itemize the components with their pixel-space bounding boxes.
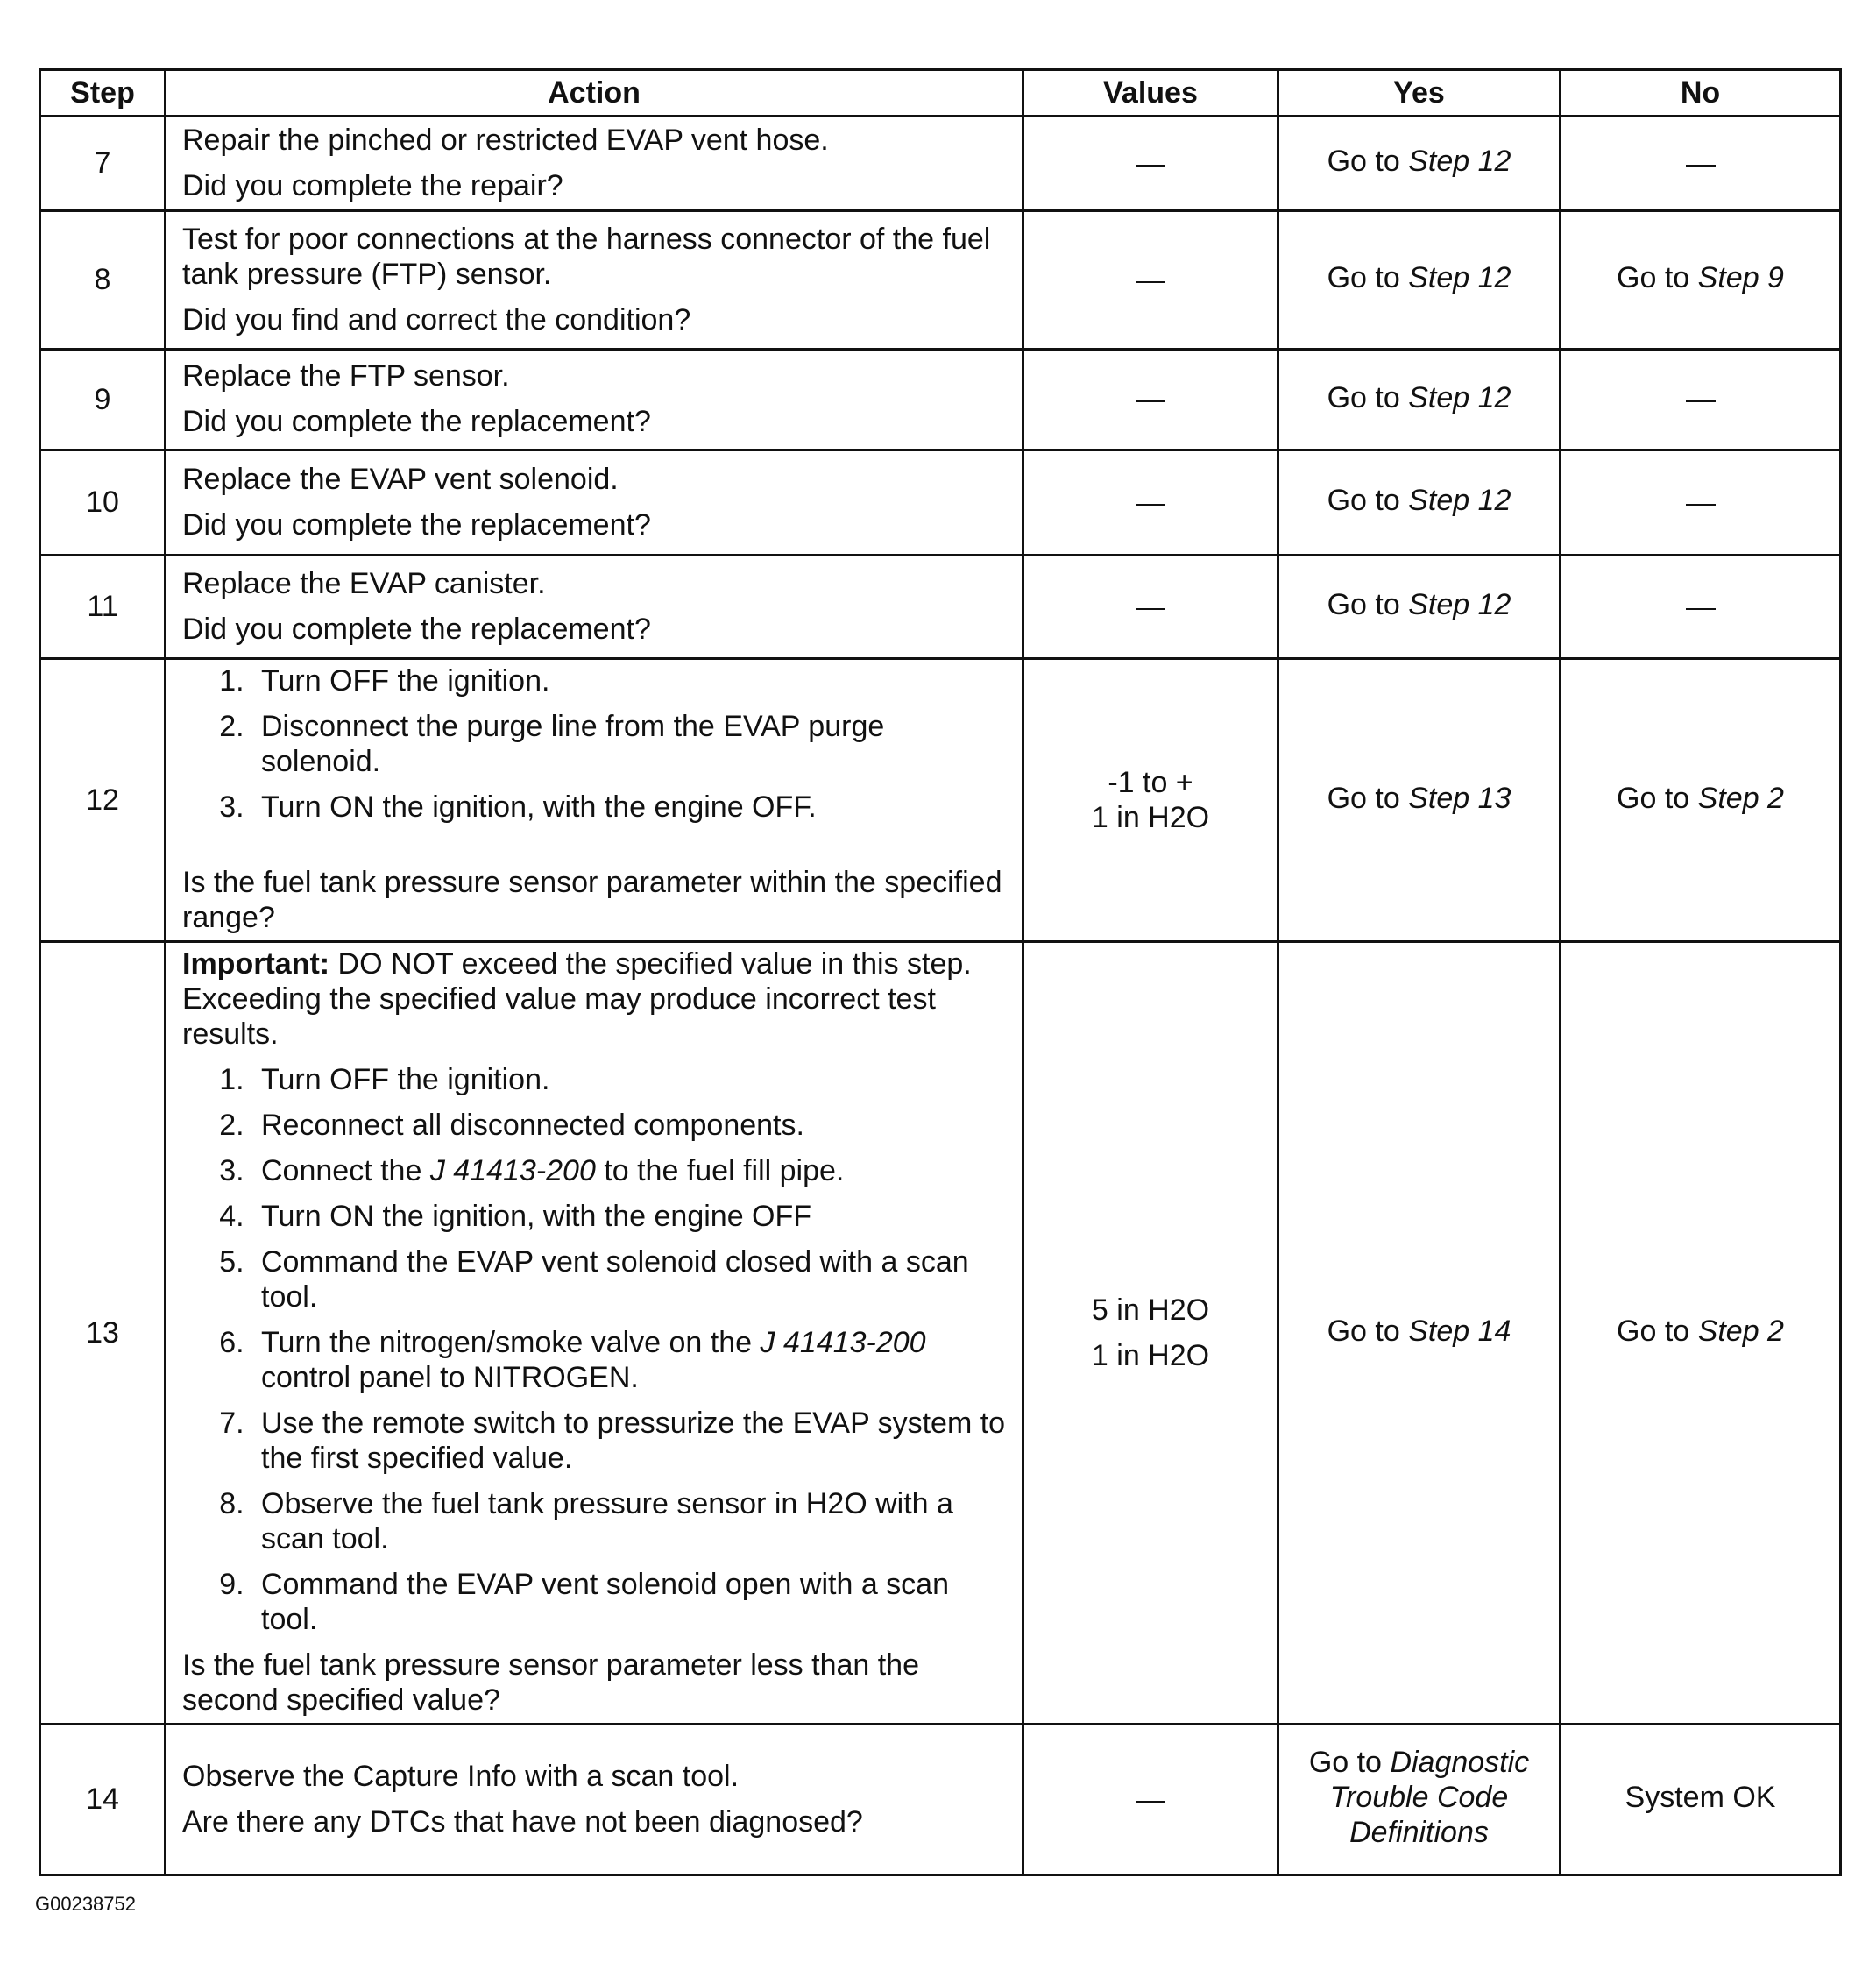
yes-link[interactable]: Trouble Code [1329, 1781, 1509, 1814]
important-text: DO NOT exceed the specified value in this step. Exceeding the specified value may produce incorrect test results. [182, 947, 972, 1051]
no-prefix: Go to [1617, 261, 1690, 294]
yes-link[interactable]: Step 14 [1408, 1314, 1511, 1348]
yes-link[interactable]: Step 12 [1408, 145, 1511, 178]
no-cell [1561, 450, 1841, 556]
yes-cell [1278, 211, 1561, 350]
header-no: No [1561, 70, 1841, 117]
no-cell [1561, 942, 1841, 1725]
header-values: Values [1023, 70, 1278, 117]
action-question: Did you find and correct the condition? [182, 302, 691, 337]
list-item: 4. Turn ON the ignition, with the engine OFF [252, 1199, 1011, 1234]
action-question: Did you complete the replacement? [182, 507, 651, 542]
value-line: 5 in H2O [1091, 1293, 1210, 1327]
yes-prefix: Go to [1308, 1746, 1382, 1779]
action-text: Repair the pinched or restricted EVAP vent hose. [182, 123, 829, 157]
no-link[interactable]: Step 9 [1697, 261, 1784, 294]
list-item: 7. Use the remote switch to pressurize the EVAP system to the first specified value. [252, 1406, 1011, 1476]
diagnostic-table [39, 68, 1842, 1876]
header-row [40, 70, 1841, 117]
yes-link[interactable]: Definitions [1349, 1816, 1489, 1849]
item-text: control panel to NITROGEN. [261, 1361, 639, 1394]
dash-mark [1686, 608, 1716, 610]
table-row [40, 350, 1841, 450]
dash-mark [1136, 281, 1165, 283]
value-cell [1023, 350, 1278, 450]
table-row [40, 1725, 1841, 1875]
list-item: 1. Turn OFF the ignition. [252, 1062, 1011, 1097]
step-number: 12 [40, 659, 166, 942]
value-cell [1023, 942, 1278, 1725]
value-cell [1023, 211, 1278, 350]
yes-cell [1278, 1725, 1561, 1875]
action-cell [166, 450, 1023, 556]
yes-cell [1278, 350, 1561, 450]
action-cell [166, 117, 1023, 211]
no-link[interactable]: Step 2 [1697, 781, 1784, 815]
dash-mark [1686, 400, 1716, 402]
yes-link[interactable]: Step 13 [1408, 781, 1511, 815]
action-question: Did you complete the replacement? [182, 405, 651, 438]
action-cell [166, 1725, 1023, 1875]
value-line: 1 in H2O [1091, 801, 1210, 834]
table-row [40, 659, 1841, 942]
no-result: System OK [1625, 1781, 1776, 1814]
value-cell [1023, 1725, 1278, 1875]
yes-prefix: Go to [1327, 588, 1400, 621]
no-cell [1561, 211, 1841, 350]
yes-prefix: Go to [1327, 484, 1400, 517]
dash-mark [1136, 608, 1165, 610]
yes-prefix: Go to [1327, 261, 1400, 294]
action-question: Is the fuel tank pressure sensor parameter less than the second specified value? [182, 1648, 920, 1717]
action-question: Did you complete the repair? [182, 168, 563, 202]
action-text: Observe the Capture Info with a scan tool. [182, 1759, 740, 1793]
action-question: Did you complete the replacement? [182, 612, 651, 646]
step-number: 7 [40, 117, 166, 211]
list-item [252, 1325, 1011, 1395]
header-step: Step [40, 70, 166, 117]
table-row [40, 117, 1841, 211]
yes-prefix: Go to [1327, 380, 1400, 415]
action-cell [166, 659, 1023, 942]
item-text: to the fuel fill pipe. [604, 1154, 845, 1187]
value-cell [1023, 117, 1278, 211]
no-link[interactable]: Step 2 [1697, 1314, 1784, 1348]
action-text: Replace the EVAP vent solenoid. [182, 462, 619, 496]
list-item: 9. Command the EVAP vent solenoid open with a scan tool. [252, 1567, 1011, 1637]
action-text: Test for poor connections at the harness connector of the fuel tank pressure (FTP) sensor. [182, 222, 991, 291]
important-note [182, 946, 1011, 1052]
yes-prefix: Go to [1327, 781, 1400, 815]
dash-mark [1686, 165, 1716, 167]
procedure-list [182, 663, 1011, 825]
yes-link[interactable]: Step 12 [1408, 380, 1511, 415]
no-cell [1561, 350, 1841, 450]
dash-mark [1136, 1801, 1165, 1803]
no-cell [1561, 556, 1841, 659]
dash-mark [1136, 400, 1165, 402]
list-item: 1. Turn OFF the ignition. [252, 663, 1011, 698]
yes-cell [1278, 556, 1561, 659]
tool-reference: J 41413-200 [429, 1154, 596, 1187]
table-row [40, 942, 1841, 1725]
action-question: Is the fuel tank pressure sensor parameter within the specified range? [182, 866, 1002, 934]
yes-link[interactable]: Step 12 [1408, 261, 1511, 294]
step-number: 11 [40, 556, 166, 659]
list-item: 2. Disconnect the purge line from the EVAP purge solenoid. [252, 709, 1011, 779]
tool-reference: J 41413-200 [760, 1326, 926, 1359]
yes-link[interactable]: Step 12 [1408, 484, 1511, 517]
no-cell [1561, 117, 1841, 211]
action-cell [166, 211, 1023, 350]
step-number: 14 [40, 1725, 166, 1875]
value-line: 1 in H2O [1091, 1339, 1210, 1372]
action-text: Replace the FTP sensor. [182, 359, 510, 393]
yes-cell [1278, 942, 1561, 1725]
list-item [252, 1153, 1011, 1188]
step-number: 13 [40, 942, 166, 1725]
dash-mark [1136, 165, 1165, 167]
table-row [40, 556, 1841, 659]
no-cell [1561, 659, 1841, 942]
list-item: 8. Observe the fuel tank pressure sensor in H2O with a scan tool. [252, 1486, 1011, 1556]
list-item: 3. Turn ON the ignition, with the engine OFF. [252, 790, 1011, 825]
table-row [40, 211, 1841, 350]
yes-cell [1278, 117, 1561, 211]
value-line: -1 to + [1108, 766, 1193, 799]
yes-prefix: Go to [1327, 1314, 1400, 1348]
dash-mark [1686, 504, 1716, 506]
list-item: 5. Command the EVAP vent solenoid closed with a scan tool. [252, 1244, 1011, 1314]
yes-cell [1278, 450, 1561, 556]
step-number: 10 [40, 450, 166, 556]
value-cell [1023, 659, 1278, 942]
step-number: 9 [40, 350, 166, 450]
action-cell [166, 942, 1023, 1725]
header-yes: Yes [1278, 70, 1561, 117]
list-item: 2. Reconnect all disconnected components. [252, 1108, 1011, 1143]
no-prefix: Go to [1617, 781, 1690, 815]
value-cell [1023, 556, 1278, 659]
procedure-list [182, 1062, 1011, 1637]
no-prefix: Go to [1617, 1314, 1690, 1348]
action-text: Replace the EVAP canister. [182, 566, 546, 600]
action-cell [166, 556, 1023, 659]
yes-link[interactable]: Diagnostic [1390, 1746, 1530, 1779]
header-action: Action [166, 70, 1023, 117]
important-label: Important: [182, 947, 330, 981]
value-cell [1023, 450, 1278, 556]
figure-code: G00238752 [35, 1893, 136, 1915]
table-row [40, 450, 1841, 556]
yes-prefix: Go to [1327, 145, 1400, 178]
item-text: Connect the [261, 1154, 422, 1187]
action-question: Are there any DTCs that have not been diagnosed? [182, 1804, 863, 1839]
step-number: 8 [40, 211, 166, 350]
no-cell [1561, 1725, 1841, 1875]
yes-link[interactable]: Step 12 [1408, 588, 1511, 621]
item-text: Turn the nitrogen/smoke valve on the [261, 1326, 753, 1359]
yes-cell [1278, 659, 1561, 942]
action-cell [166, 350, 1023, 450]
dash-mark [1136, 504, 1165, 506]
